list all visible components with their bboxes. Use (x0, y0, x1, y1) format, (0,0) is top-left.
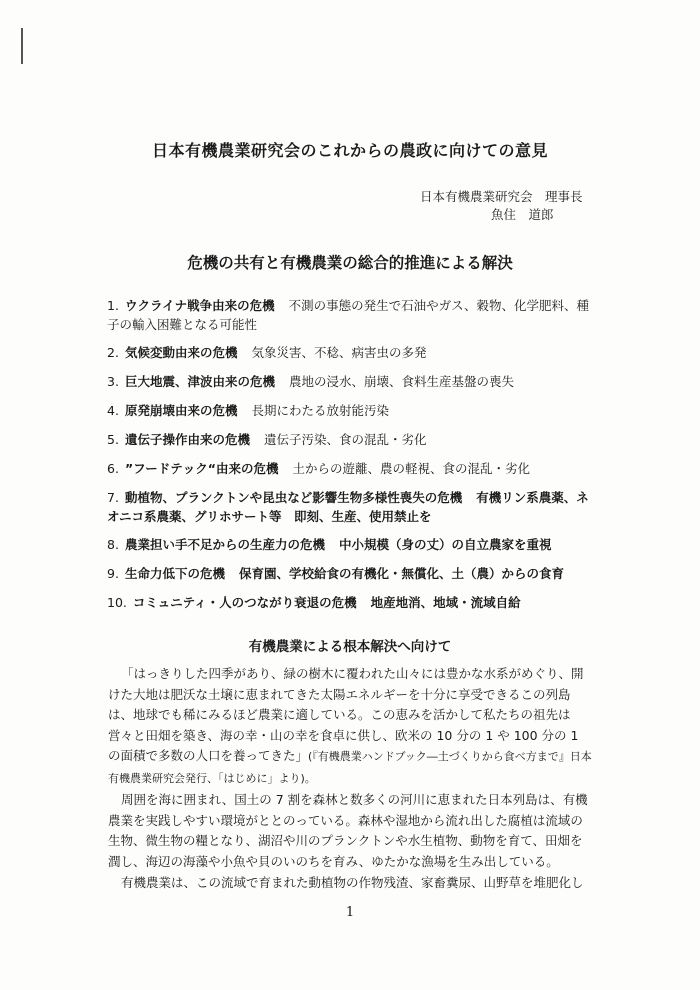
crisis-item-6 (107, 459, 593, 479)
crisis-description: 土からの遊離、農の軽視、食の混乱・劣化 (292, 461, 531, 476)
crisis-list (107, 296, 593, 622)
quote-citation: (『有機農業ハンドブック―土づくりから食べ方まで』日本有機農業研究会発行、「はじめに」より)。 (108, 750, 592, 785)
crisis-description: 有機リン系農薬、ネオニコ系農薬、グリホサート等 即刻、生産、使用禁止を (107, 490, 589, 524)
crisis-description: 気象災害、不稔、病害虫の多発 (251, 345, 427, 360)
crisis-heading: 生命力低下の危機 (124, 566, 225, 581)
crisis-item-4 (107, 401, 593, 421)
crisis-number: 1. (107, 298, 119, 313)
crisis-item-8 (107, 535, 593, 555)
crisis-item-7 (107, 488, 593, 526)
crisis-item-2 (107, 343, 593, 363)
crisis-description: 長期にわたる放射能汚染 (251, 403, 389, 418)
crisis-heading: 気候変動由来の危機 (124, 345, 238, 360)
crisis-heading: 遺伝子操作由来の危機 (124, 432, 250, 447)
paragraph-environment: 周囲を海に囲まれ、国土の 7 割を森林と数多くの河川に恵まれた日本列島は、有機農業を実践しやすい環境がととのっている。森林や湿地から流れ出した腐植は流域の生物、微生物の糧となり、湖沼や川のプランクトンや水生植物、動物を育て、田畑を潤し、海辺の海藻や小魚や貝のいのちを育み、ゆたかな漁場を生み出している。 (108, 792, 588, 869)
crisis-heading: 原発崩壊由来の危機 (124, 403, 238, 418)
crisis-item-1 (107, 296, 593, 334)
crisis-heading: 農業担い手不足からの生産力の危機 (124, 537, 325, 552)
crisis-number: 3. (107, 374, 119, 389)
page-title: 日本有機農業研究会のこれからの農政に向けての意見 (151, 141, 548, 160)
crisis-number: 8. (107, 537, 119, 552)
crisis-item-10 (107, 593, 593, 613)
crisis-number: 5. (107, 432, 119, 447)
section-heading: 有機農業による根本解決へ向けて (248, 639, 452, 655)
margin-mark (21, 28, 23, 64)
crisis-item-3 (107, 372, 593, 392)
crisis-heading: 巨大地震、津波由来の危機 (124, 374, 275, 389)
page-number: 1 (345, 905, 355, 920)
crisis-heading: ウクライナ戦争由来の危機 (124, 298, 275, 313)
crisis-number: 10. (107, 595, 127, 610)
quote-text: 「はっきりした四季があり、緑の樹木に覆われた山々には豊かな水系がめぐり、開けた大地は肥沃な土壌に恵まれてきた太陽エネルギーを十分に享受できるこの列島は、地球でも稀にみるほど農業に適している。この恵みを活かして私たちの祖先は営々と田畑を築き、海の幸・山の幸を食卓に供し、欧米の 10 分の 1 や 100 分の 1 の面積で多数の人口を養ってきた」 (108, 666, 584, 763)
crisis-description: 不測の事態の発生で石油やガス、穀物、化学肥料、種子の輸入困難となる可能性 (107, 298, 589, 332)
crisis-description: 保育園、学校給食の有機化・無償化、土（農）からの食育 (238, 566, 564, 581)
crisis-description: 遺伝子汚染、食の混乱・劣化 (263, 432, 427, 447)
crisis-number: 9. (107, 566, 119, 581)
crisis-description: 地産地消、地域・流域自給 (370, 595, 521, 610)
crisis-number: 7. (107, 490, 119, 505)
author-organization: 日本有機農業研究会 理事長 (420, 189, 583, 204)
crisis-heading: 動植物、プランクトンや昆虫など影響生物多様性喪失の危機 (124, 490, 463, 505)
crisis-description: 農地の浸水、崩壊、食料生産基盤の喪失 (288, 374, 514, 389)
paragraph-quote (108, 664, 594, 789)
crisis-number: 6. (107, 461, 119, 476)
crisis-item-5 (107, 430, 593, 450)
crisis-description: 中小規模（身の丈）の自立農家を重視 (338, 537, 552, 552)
paragraph-organic: 有機農業は、この流域で育まれた動植物の作物残渣、家畜糞尿、山野草を堆肥化し (121, 875, 584, 890)
crisis-number: 2. (107, 345, 119, 360)
subtitle: 危機の共有と有機農業の総合的推進による解決 (187, 254, 513, 272)
crisis-heading: ”フードテック“由来の危機 (124, 461, 279, 476)
crisis-number: 4. (107, 403, 119, 418)
crisis-heading: コミュニティ・人のつながり衰退の危機 (132, 595, 357, 610)
crisis-item-9 (107, 564, 593, 584)
author-name: 魚住 道郎 (491, 207, 554, 222)
